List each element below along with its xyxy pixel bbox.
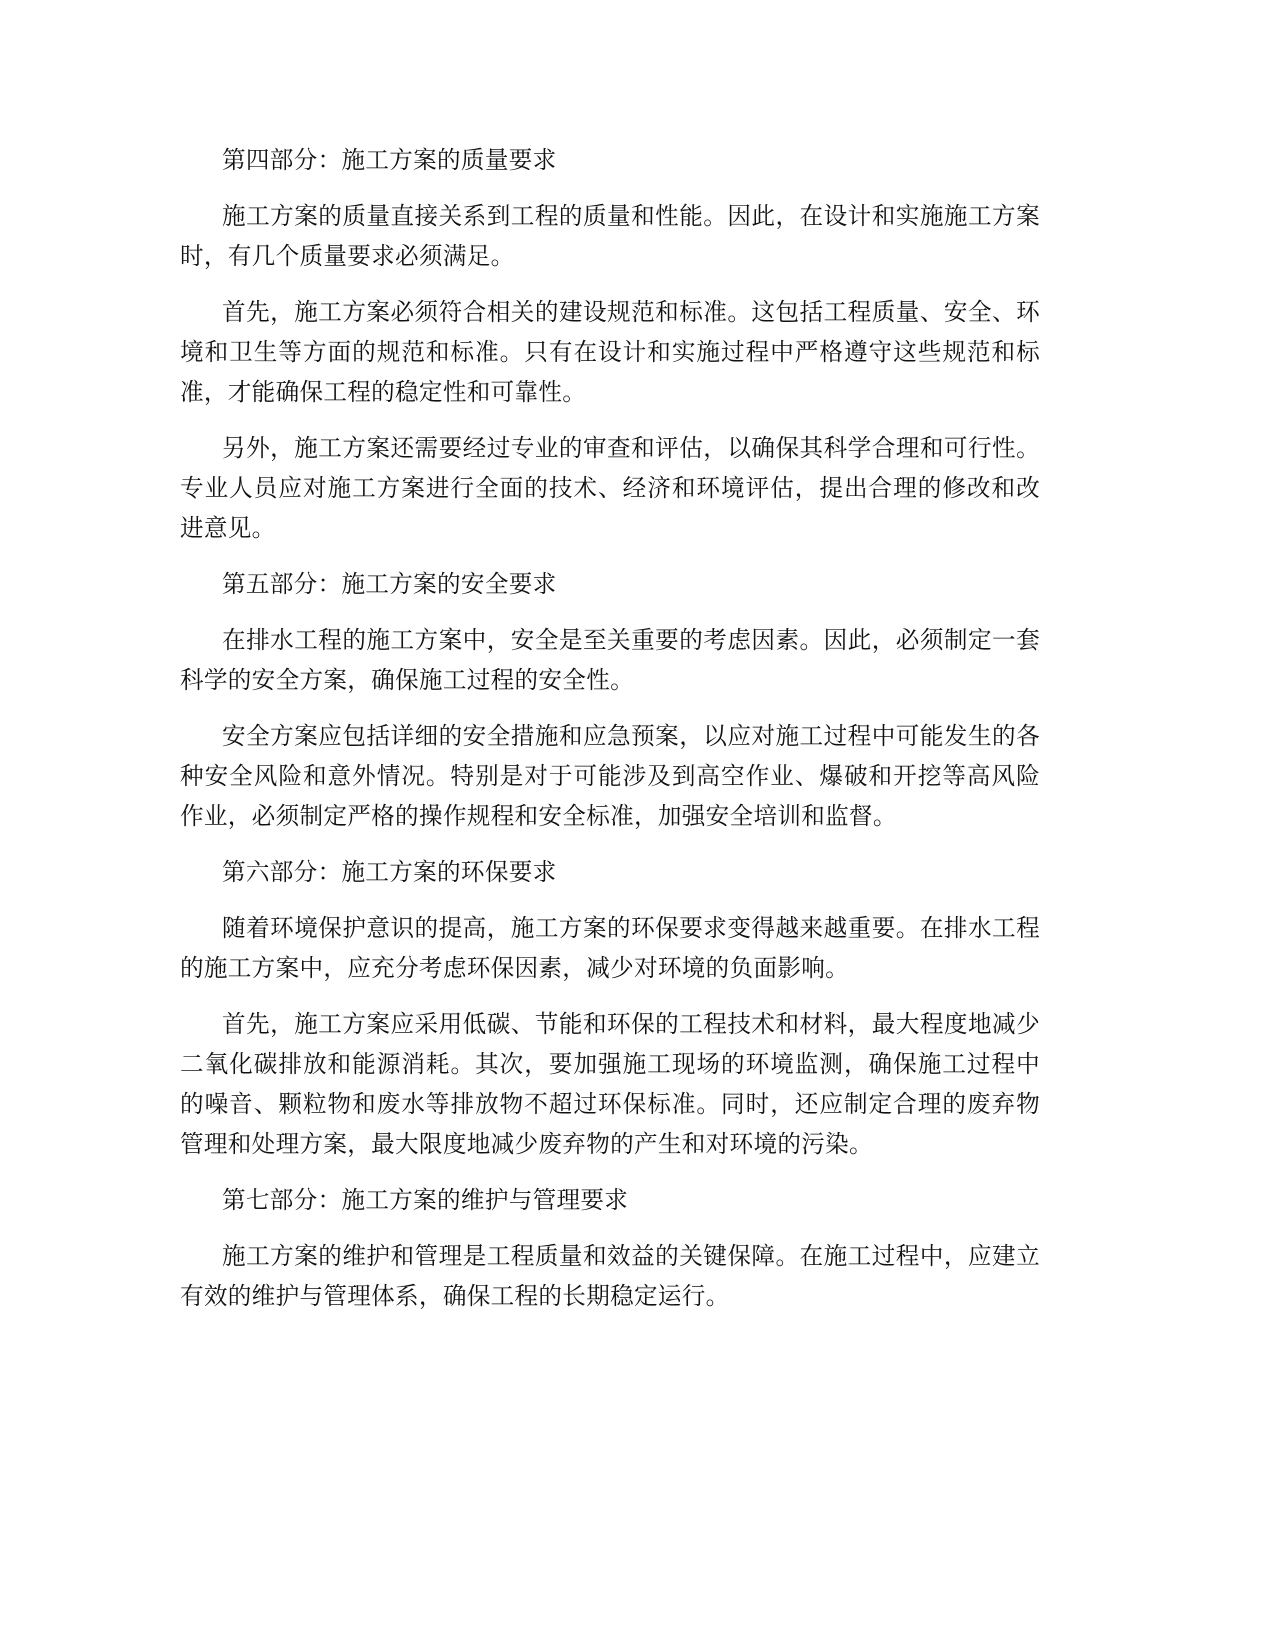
paragraph: 安全方案应包括详细的安全措施和应急预案，以应对施工过程中可能发生的各种安全风险和意外情况。特别是对于可能涉及到高空作业、爆破和开挖等高风险作业，必须制定严格的操作规程和安全标准，加强安全培训和监督。 [180, 722, 1040, 830]
section-heading-7: 第七部分：施工方案的维护与管理要求 [222, 1186, 629, 1214]
section-heading-5: 第五部分：施工方案的安全要求 [222, 570, 557, 598]
paragraph: 另外，施工方案还需要经过专业的审查和评估，以确保其科学合理和可行性。专业人员应对施工方案进行全面的技术、经济和环境评估，提出合理的修改和改进意见。 [180, 434, 1040, 542]
paragraph: 随着环境保护意识的提高，施工方案的环保要求变得越来越重要。在排水工程的施工方案中，应充分考虑环保因素，减少对环境的负面影响。 [180, 914, 1040, 982]
paragraph: 首先，施工方案必须符合相关的建设规范和标准。这包括工程质量、安全、环境和卫生等方面的规范和标准。只有在设计和实施过程中严格遵守这些规范和标准，才能确保工程的稳定性和可靠性。 [180, 298, 1040, 406]
section-heading-6: 第六部分：施工方案的环保要求 [222, 858, 557, 886]
paragraph: 施工方案的质量直接关系到工程的质量和性能。因此，在设计和实施施工方案时，有几个质量要求必须满足。 [180, 202, 1040, 270]
document-page [180, 140, 1040, 1316]
section-heading-4: 第四部分：施工方案的质量要求 [222, 146, 557, 174]
paragraph: 在排水工程的施工方案中，安全是至关重要的考虑因素。因此，必须制定一套科学的安全方案，确保施工过程的安全性。 [180, 626, 1040, 694]
paragraph: 首先，施工方案应采用低碳、节能和环保的工程技术和材料，最大程度地减少二氧化碳排放和能源消耗。其次，要加强施工现场的环境监测，确保施工过程中的噪音、颗粒物和废水等排放物不超过环保标准。同时，还应制定合理的废弃物管理和处理方案，最大限度地减少废弃物的产生和对环境的污染。 [180, 1010, 1040, 1158]
paragraph: 施工方案的维护和管理是工程质量和效益的关键保障。在施工过程中，应建立有效的维护与管理体系，确保工程的长期稳定运行。 [180, 1242, 1040, 1310]
